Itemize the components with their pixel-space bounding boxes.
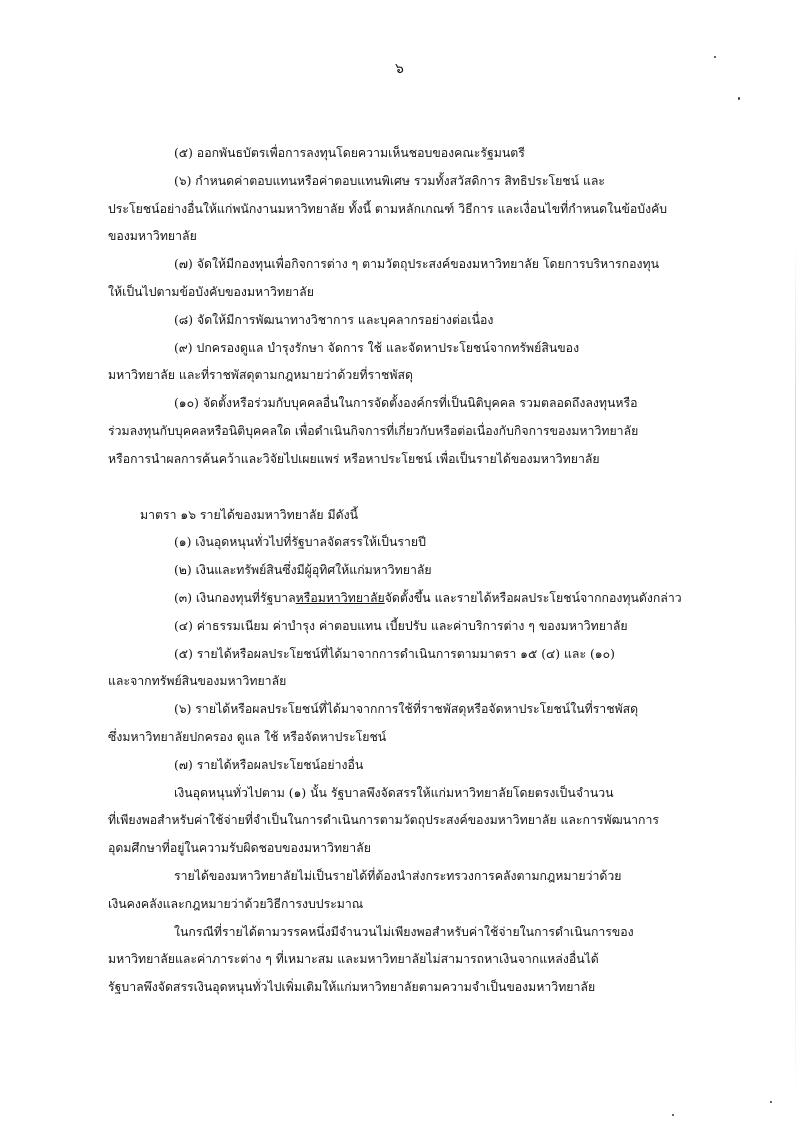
section16-item3: [108, 585, 710, 613]
scan-speck: [770, 1101, 772, 1103]
section16-item6-line1: (๖) รายได้หรือผลประโยชน์ที่ได้มาจากการใช้ที่ราชพัสดุหรือจัดหาประโยชน์ในที่ราชพัสดุ: [174, 702, 639, 717]
section16-para1-line2: ที่เพียงพอสำหรับค่าใช้จ่ายที่จำเป็นในการดำเนินการตามวัตถุประสงค์ของมหาวิทยาลัย และการพัฒนาการ: [108, 813, 659, 828]
scan-edge-line: [795, 240, 796, 1100]
section16-para3-line2: มหาวิทยาลัยและค่าภาระต่าง ๆ ที่เหมาะสม และมหาวิทยาลัยไม่สามารถหาเงินจากแหล่งอื่นได้: [108, 952, 599, 967]
section15-item9-line1: (๙) ปกครองดูแล บำรุงรักษา จัดการ ใช้ และจัดหาประโยชน์จากทรัพย์สินของ: [174, 340, 580, 355]
page-number: ๖: [395, 61, 405, 77]
section16-item3-end: จัดตั้งขึ้น และรายได้หรือผลประโยชน์จากกองทุนดังกล่าว: [384, 590, 682, 605]
section16-para1-line3: อุดมศึกษาที่อยู่ในความรับผิดชอบของมหาวิทยาลัย: [108, 841, 371, 856]
section16-item2: (๒) เงินและทรัพย์สินซึ่งมีผู้อุทิศให้แก่มหาวิทยาลัย: [174, 563, 432, 578]
section16-item3-start: (๓) เงินกองทุนที่รัฐบาล: [174, 590, 296, 605]
document-body: [108, 140, 710, 1002]
section15-item5: (๕) ออกพันธบัตรเพื่อการลงทุนโดยความเห็นชอบของคณะรัฐมนตรี: [174, 146, 525, 160]
section16-para1-line1: เงินอุดหนุนทั่วไปตาม (๑) นั้น รัฐบาลพึงจัดสรรให้แก่มหาวิทยาลัยโดยตรงเป็นจำนวน: [174, 785, 614, 800]
scan-speck: [714, 56, 716, 58]
scan-speck: [738, 97, 740, 100]
section16-heading: มาตรา ๑๖ รายได้ของมหาวิทยาลัย มีดังนี้: [140, 507, 359, 522]
section16-para2-line2: เงินคงคลังและกฎหมายว่าด้วยวิธีการงบประมาณ: [108, 896, 364, 911]
section16-item6-line2: ซึ่งมหาวิทยาลัยปกครอง ดูแล ใช้ หรือจัดหาประโยชน์: [108, 729, 387, 744]
section15-item9-line2: มหาวิทยาลัย และที่ราชพัสดุตามกฎหมายว่าด้วยที่ราชพัสดุ: [108, 368, 413, 383]
section15-item10-line3: หรือการนำผลการค้นคว้าและวิจัยไปเผยแพร่ หรือหาประโยชน์ เพื่อเป็นรายได้ของมหาวิทยาลัย: [108, 451, 600, 466]
section15-item8: (๘) จัดให้มีการพัฒนาทางวิชาการ และบุคลากรอย่างต่อเนื่อง: [174, 312, 494, 327]
section16-para3-line1: ในกรณีที่รายได้ตามวรรคหนึ่งมีจำนวนไม่เพียงพอสำหรับค่าใช้จ่ายในการดำเนินการของ: [174, 924, 634, 939]
section16-para2-line1: รายได้ของมหาวิทยาลัยไม่เป็นรายได้ที่ต้องนำส่งกระทรวงการคลังตามกฎหมายว่าด้วย: [174, 868, 622, 883]
section-gap: [108, 474, 710, 502]
section15-item6-line1: (๖) กำหนดค่าตอบแทนหรือค่าตอบแทนพิเศษ รวมทั้งสวัสดิการ สิทธิประโยชน์ และ: [174, 173, 606, 188]
section16-item3-underlined: หรือมหาวิทยาลัย: [295, 590, 385, 605]
section16-item1: (๑) เงินอุดหนุนทั่วไปที่รัฐบาลจัดสรรให้เป็นรายปี: [174, 535, 426, 550]
section15-item6-line3: ของมหาวิทยาลัย: [108, 229, 197, 244]
section16-item7: (๗) รายได้หรือผลประโยชน์อย่างอื่น: [174, 757, 364, 772]
section16-item5-line2: และจากทรัพย์สินของมหาวิทยาลัย: [108, 674, 287, 689]
section15-item10-line1: (๑๐) จัดตั้งหรือร่วมกับบุคคลอื่นในการจัดตั้งองค์กรที่เป็นนิติบุคคล รวมตลอดถึงลงทุนหรือ: [174, 396, 638, 411]
section16-item4: (๔) ค่าธรรมเนียม ค่าบำรุง ค่าตอบแทน เบี้ยปรับ และค่าบริการต่าง ๆ ของมหาวิทยาลัย: [174, 618, 628, 633]
section15-item6-line2: ประโยชน์อย่างอื่นให้แก่พนักงานมหาวิทยาลัย ทั้งนี้ ตามหลักเกณฑ์ วิธีการ และเงื่อนไขที่กำหนดในข้อบังคับ: [108, 201, 668, 216]
section15-item7-line1: (๗) จัดให้มีกองทุนเพื่อกิจการต่าง ๆ ตามวัตถุประสงค์ของมหาวิทยาลัย โดยการบริหารกองทุน: [174, 257, 660, 272]
section15-item10-line2: ร่วมลงทุนกับบุคคลหรือนิติบุคคลใด เพื่อดำเนินกิจการที่เกี่ยวกับหรือต่อเนื่องกับกิจการของมหาวิทยาลัย: [108, 423, 639, 438]
section16-para3-line3: รัฐบาลพึงจัดสรรเงินอุดหนุนทั่วไปเพิ่มเติมให้แก่มหาวิทยาลัยตามความจำเป็นของมหาวิทยาลัย: [108, 980, 596, 995]
scan-speck: [672, 1114, 674, 1116]
section15-item7-line2: ให้เป็นไปตามข้อบังคับของมหาวิทยาลัย: [108, 284, 314, 299]
section16-item5-line1: (๕) รายได้หรือผลประโยชน์ที่ได้มาจากการดำเนินการตามมาตรา ๑๕ (๔) และ (๑๐): [174, 646, 615, 661]
